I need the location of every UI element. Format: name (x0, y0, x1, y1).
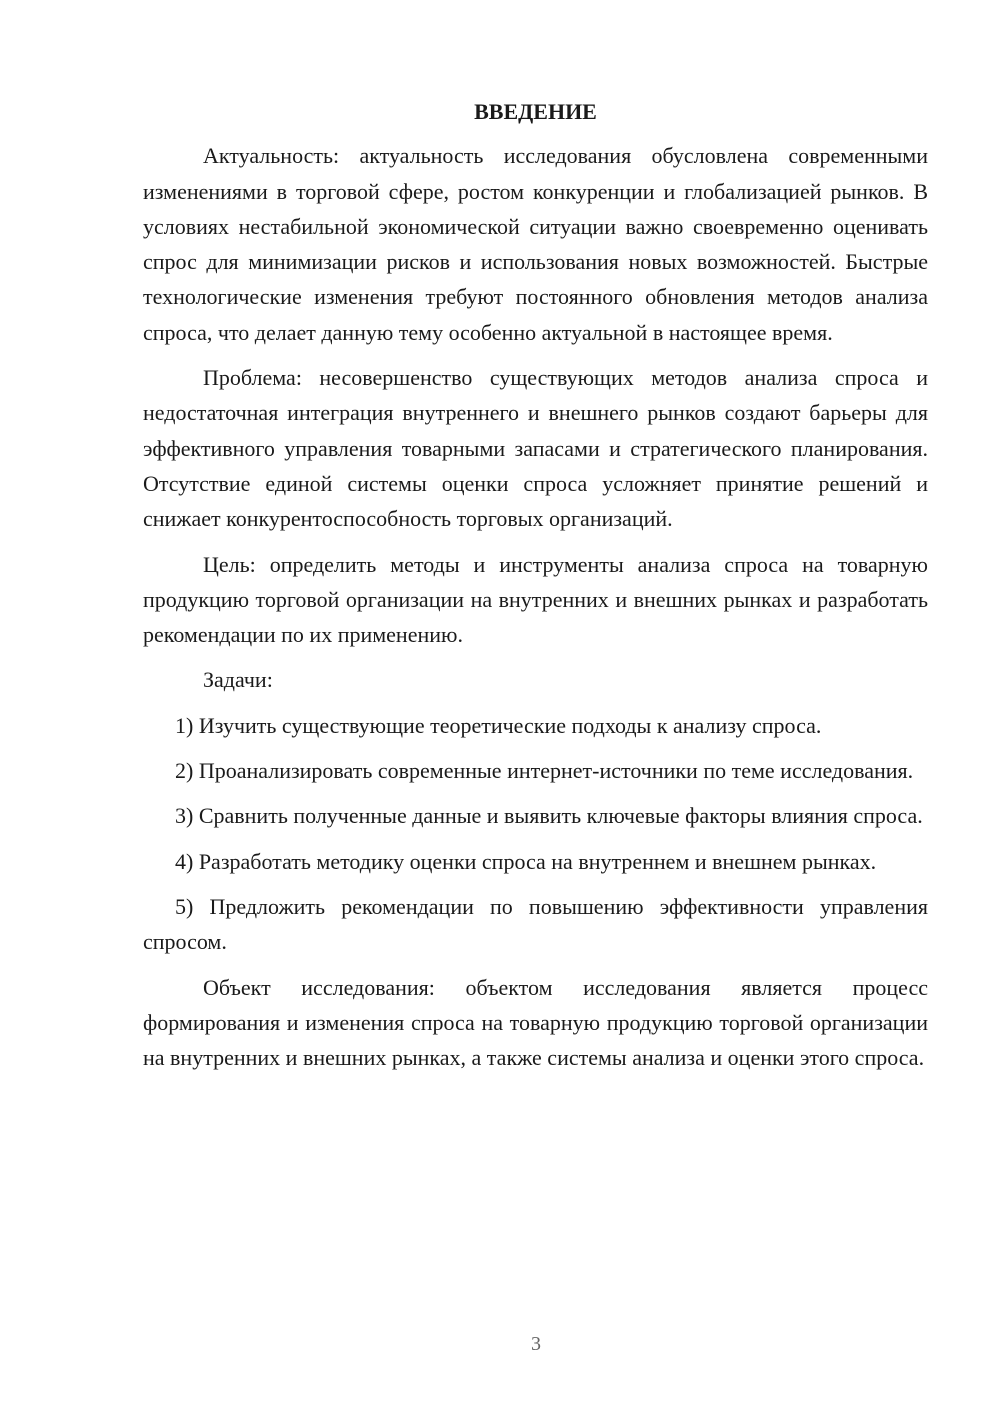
task-item: 2) Проанализировать современные интернет-источники по теме исследования. (175, 758, 914, 784)
task-item: 1) Изучить существующие теоретические подходы к анализу спроса. (175, 712, 822, 738)
tasks-list (143, 708, 928, 960)
task-item: 4) Разработать методику оценки спроса на внутреннем и внешнем рынках. (175, 848, 877, 874)
paragraph-problem: Проблема: несовершенство существующих методов анализа спроса и недостаточная интеграция внутреннего и внешнего рынков создают барьеры для эффективного управления товарными запасами и стратегического планирования. Отсутствие единой системы оценки спроса усложняет принятие решений и снижает конкурентоспособность торговых организаций. (143, 365, 928, 532)
paragraph-relevance: Актуальность: актуальность исследования обусловлена современными изменениями в торговой сфере, ростом конкуренции и глобализацией рынков. В условиях нестабильной экономической ситуации важно своевременно оценивать спрос для минимизации рисков и использования новых возможностей. Быстрые технологические изменения требуют постоянного обновления методов анализа спроса, что делает данную тему особенно актуальной в настоящее время. (143, 143, 928, 345)
paragraph-object: Объект исследования: объектом исследования является процесс формирования и изменения спроса на товарную продукцию торговой организации на внутренних и внешних рынках, а также системы анализа и оценки этого спроса. (143, 974, 928, 1071)
page-number: 3 (531, 1333, 541, 1355)
document-page (143, 94, 928, 1085)
task-item: 3) Сравнить полученные данные и выявить ключевые факторы влияния спроса. (175, 803, 923, 829)
page-title: ВВЕДЕНИЕ (474, 99, 597, 124)
task-item: 5) Предложить рекомендации по повышению эффективности управления спросом. (143, 893, 928, 955)
paragraph-goal: Цель: определить методы и инструменты анализа спроса на товарную продукцию торговой организации на внутренних и внешних рынках и разработать рекомендации по их применению. (143, 551, 928, 648)
tasks-heading: Задачи: (203, 667, 273, 693)
